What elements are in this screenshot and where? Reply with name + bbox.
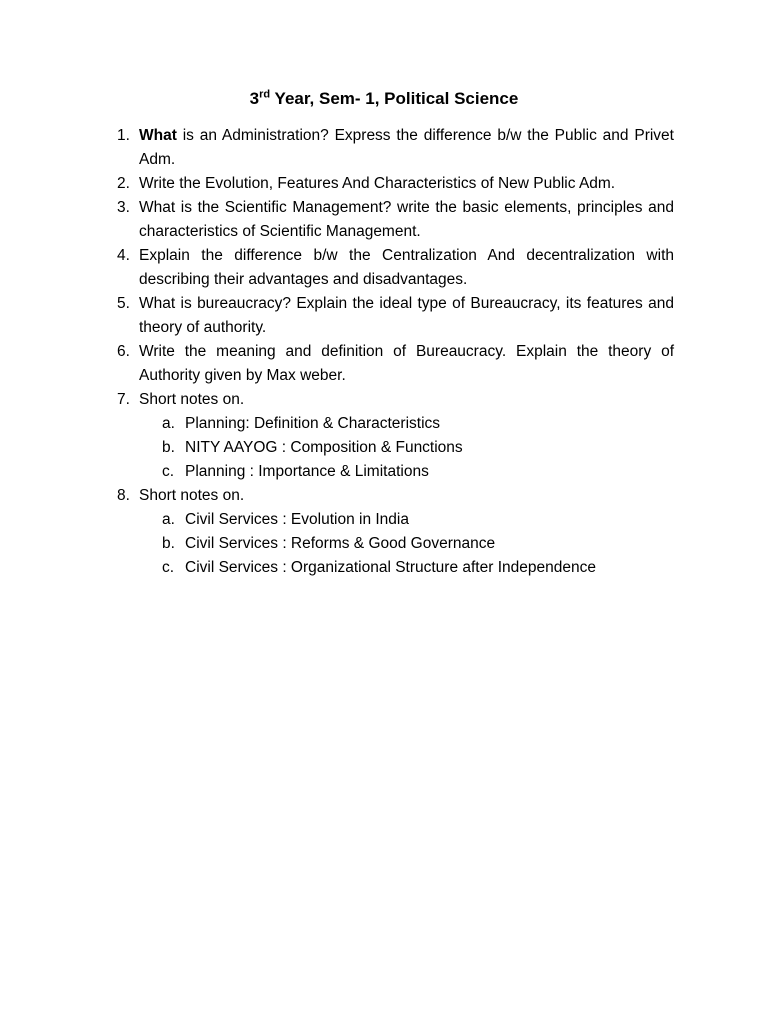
question-item <box>108 172 674 196</box>
question-number: 7. <box>117 391 130 408</box>
sub-question-text: Civil Services : Organizational Structure after Independence <box>185 559 596 576</box>
question-item <box>108 388 674 484</box>
sub-question-item <box>139 460 674 484</box>
question-item <box>108 244 674 292</box>
question-number: 8. <box>117 487 130 504</box>
sub-question-item <box>139 556 674 580</box>
question-text <box>139 127 674 168</box>
sub-question-item <box>139 508 674 532</box>
title-rest: Year, Sem- 1, Political Science <box>270 89 519 108</box>
question-number: 4. <box>117 247 130 264</box>
sub-question-letter: c. <box>162 463 175 480</box>
question-number: 6. <box>117 343 130 360</box>
question-item <box>108 292 674 340</box>
sub-question-text: Planning : Importance & Limitations <box>185 463 429 480</box>
question-number: 3. <box>117 199 130 216</box>
question-text-rest: is an Administration? Express the difference b/w the Public and Privet Adm. <box>139 127 674 168</box>
question-text: Short notes on. <box>139 487 245 504</box>
question-text: Explain the difference b/w the Centralization And decentralization with describing their advantages and disadvantages. <box>139 247 674 288</box>
sub-question-list <box>139 412 674 484</box>
sub-question-text: Civil Services : Evolution in India <box>185 511 409 528</box>
title-prefix: 3 <box>249 89 260 108</box>
question-text: Write the Evolution, Features And Characteristics of New Public Adm. <box>139 175 616 192</box>
question-text: Short notes on. <box>139 391 245 408</box>
sub-question-text: NITY AAYOG : Composition & Functions <box>185 439 463 456</box>
question-number: 5. <box>117 295 130 312</box>
sub-question-letter: b. <box>162 439 175 456</box>
question-item <box>108 484 674 580</box>
sub-question-item <box>139 436 674 460</box>
question-text: Write the meaning and definition of Bureaucracy. Explain the theory of Authority given by Max weber. <box>139 343 674 384</box>
sub-question-letter: b. <box>162 535 175 552</box>
title-superscript: rd <box>259 88 271 101</box>
question-text: What is bureaucracy? Explain the ideal type of Bureaucracy, its features and theory of authority. <box>139 295 674 336</box>
question-number: 2. <box>117 175 130 192</box>
question-list <box>108 124 674 580</box>
question-bold-word: What <box>139 127 177 144</box>
sub-question-item <box>139 532 674 556</box>
question-item <box>108 124 674 172</box>
sub-question-letter: a. <box>162 415 175 432</box>
question-item <box>108 340 674 388</box>
question-number: 1. <box>117 127 130 144</box>
sub-question-text: Civil Services : Reforms & Good Governance <box>185 535 496 552</box>
question-text: What is the Scientific Management? write the basic elements, principles and characteristics of Scientific Management. <box>139 199 674 240</box>
page-title <box>0 88 768 110</box>
question-item <box>108 196 674 244</box>
sub-question-text: Planning: Definition & Characteristics <box>185 415 441 432</box>
sub-question-letter: a. <box>162 511 175 528</box>
sub-question-list <box>139 508 674 580</box>
sub-question-letter: c. <box>162 559 175 576</box>
sub-question-item <box>139 412 674 436</box>
